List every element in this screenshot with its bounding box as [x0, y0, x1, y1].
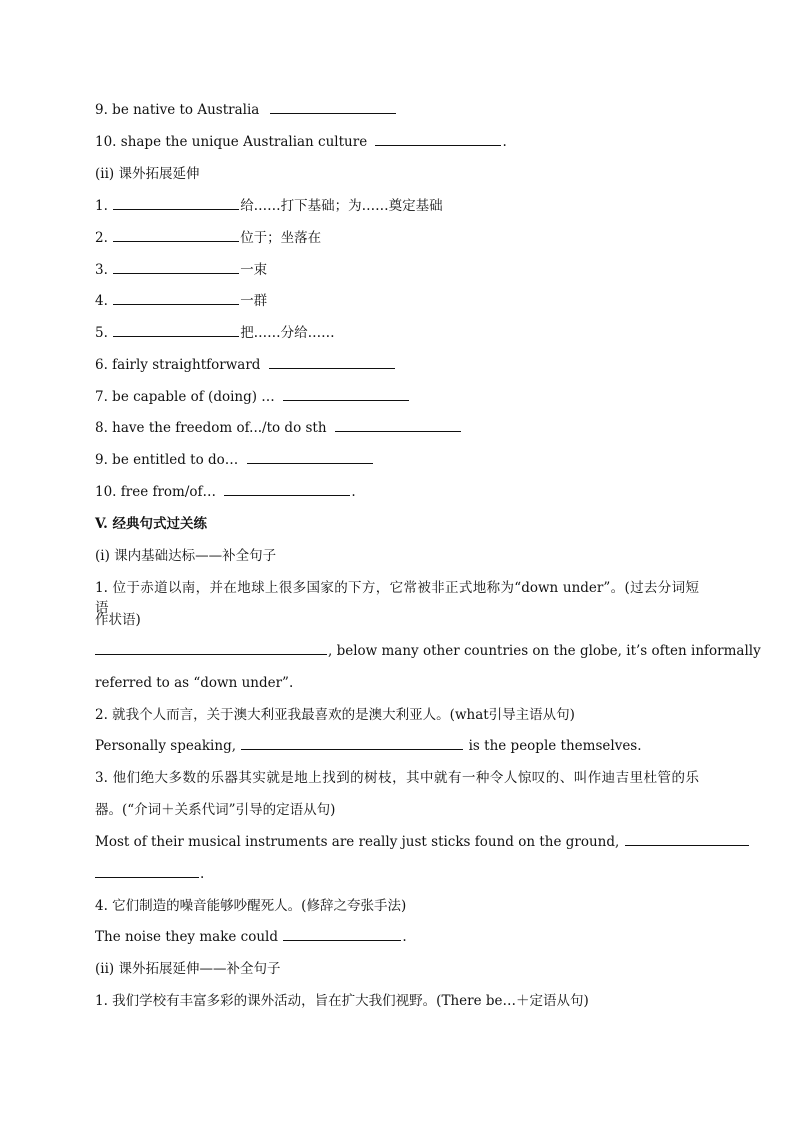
vocab-item-9: 9. be native to Australia — [95, 100, 397, 120]
sentence-1-answer-cont: referred to as “down under”. — [95, 675, 294, 691]
answer-blank[interactable] — [113, 323, 239, 337]
section-heading-sentences: V. 经典句式过关练 — [95, 516, 208, 532]
sentence-1-prompt: 1. 位于赤道以南，并在地球上很多国家的下方，它常被非正式地称为“down under”。(过去分词短语 — [95, 580, 699, 616]
answer-blank[interactable] — [269, 355, 395, 369]
answer-blank[interactable] — [113, 291, 239, 305]
extension-item-8: 8. have the freedom of.../to do sth — [95, 418, 462, 438]
extension-sentence-1-prompt: 1. 我们学校有丰富多彩的课外活动，旨在扩大我们视野。(There be…＋定语从句) — [95, 993, 589, 1009]
answer-blank[interactable] — [247, 450, 373, 464]
sentence-4-answer: The noise they make could . — [95, 929, 407, 945]
subsection-heading-basic: (i) 课内基础达标——补全句子 — [95, 548, 277, 564]
answer-blank[interactable] — [95, 641, 327, 655]
sentence-3-answer-cont: . — [95, 864, 204, 884]
answer-blank[interactable] — [113, 196, 239, 210]
sentence-3-prompt-cont: 器。(“介词＋关系代词”引导的定语从句) — [95, 802, 336, 818]
extension-item-9: 9. be entitled to do… — [95, 450, 374, 470]
sentence-2-prompt: 2. 就我个人而言，关于澳大利亚我最喜欢的是澳大利亚人。(what引导主语从句) — [95, 707, 575, 723]
sentence-3-prompt: 3. 他们绝大多数的乐器其实就是地上找到的树枝，其中就有一种令人惊叹的、叫作迪吉里杜管的乐 — [95, 770, 699, 786]
sentence-3-answer: Most of their musical instruments are really just sticks found on the ground, — [95, 832, 750, 852]
sentence-2-answer: Personally speaking, is the people themselves. — [95, 738, 642, 754]
sentence-1-answer: , below many other countries on the globe, it’s often informally — [95, 641, 761, 661]
answer-blank[interactable] — [113, 228, 239, 242]
extension-item-6: 6. fairly straightforward — [95, 355, 396, 375]
answer-blank[interactable] — [224, 482, 350, 496]
answer-blank[interactable] — [270, 100, 396, 114]
answer-blank[interactable] — [113, 260, 239, 274]
extension-item-7: 7. be capable of (doing) … — [95, 387, 410, 407]
subsection-heading-extension: (ii) 课外拓展延伸——补全句子 — [95, 961, 281, 977]
extension-item-1: 1. 给……打下基础；为……奠定基础 — [95, 198, 443, 214]
sentence-4-prompt: 4. 它们制造的噪音能够吵醒死人。(修辞之夸张手法) — [95, 898, 407, 914]
answer-blank[interactable] — [241, 736, 463, 750]
answer-blank[interactable] — [283, 387, 409, 401]
vocab-item-10: 10. shape the unique Australian culture . — [95, 134, 507, 150]
sentence-1-prompt-cont: 作状语) — [95, 612, 141, 628]
extension-item-10: 10. free from/of… . — [95, 484, 356, 500]
answer-blank[interactable] — [625, 832, 749, 846]
section-heading-extension: (ii) 课外拓展延伸 — [95, 166, 200, 182]
answer-blank[interactable] — [335, 418, 461, 432]
answer-blank[interactable] — [283, 927, 401, 941]
extension-item-2: 2. 位于；坐落在 — [95, 230, 322, 246]
extension-item-3: 3. 一束 — [95, 262, 268, 278]
answer-blank[interactable] — [375, 132, 501, 146]
extension-item-4: 4. 一群 — [95, 293, 268, 309]
answer-blank[interactable] — [95, 864, 199, 878]
extension-item-5: 5. 把……分给…… — [95, 325, 335, 341]
